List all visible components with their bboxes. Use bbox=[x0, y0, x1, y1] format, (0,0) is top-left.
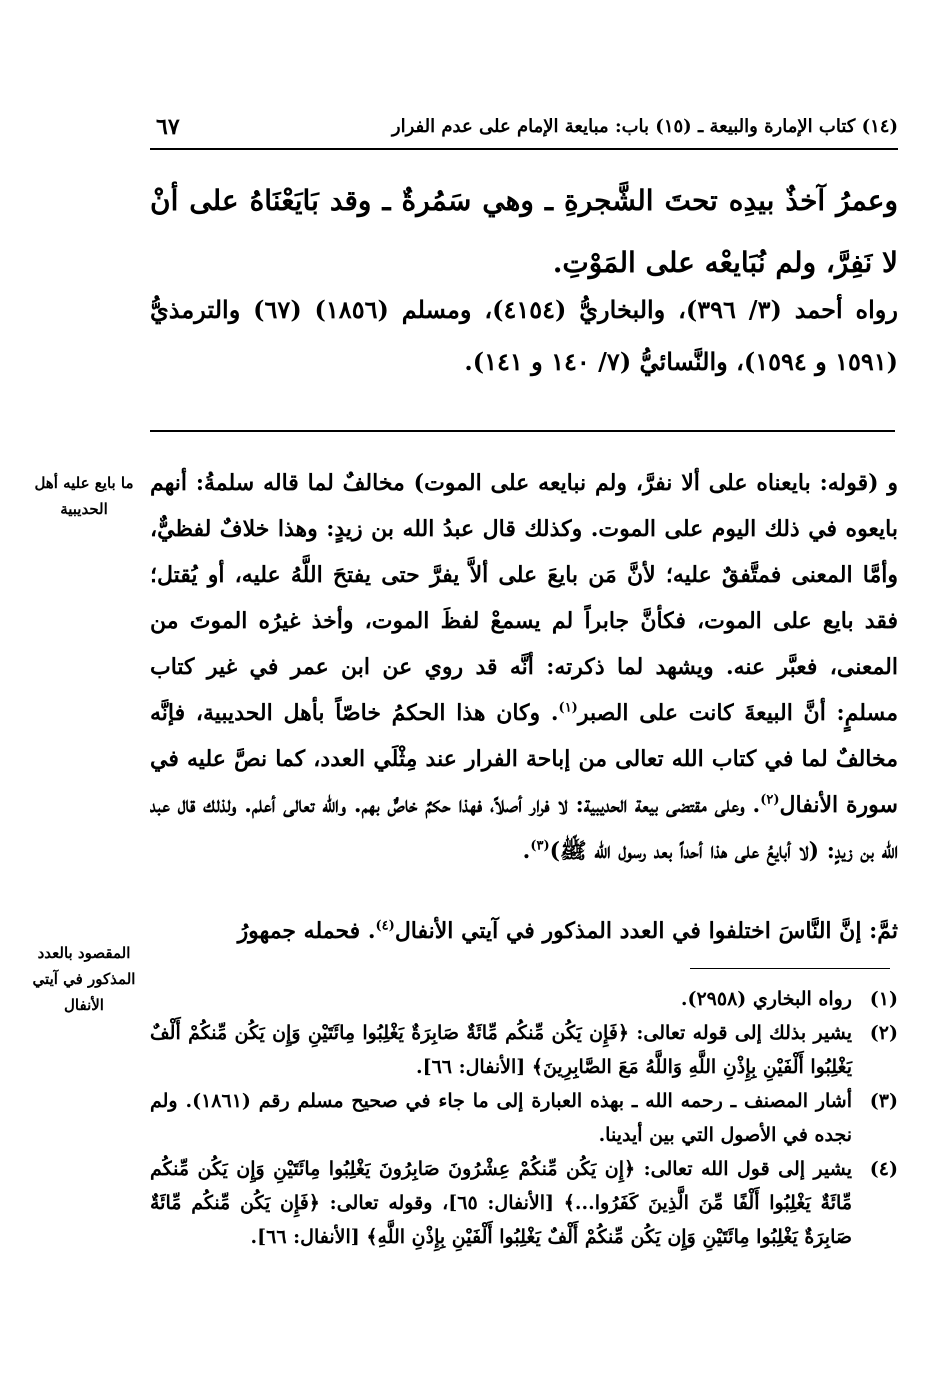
footnote-text: أشار المصنف ـ رحمه الله ـ بهذه العبارة إلى ما جاء في صحيح مسلم رقم (١٨٦١). ولم نجده في الأصول التي بين أيدينا. bbox=[150, 1090, 852, 1146]
footnote-text: يشير بذلك إلى قوله تعالى: ﴿فَإِن يَكُن مِّنكُم مِّائَةٌ صَابِرَةٌ يَغْلِبُوا مِائَتَيْنِ وَإِن يَكُن مِّنكُمْ أَلْفٌ يَغْلِبُوا أَلْفَيْنِ بِإِذْنِ اللَّهِ وَاللَّهُ مَعَ الصَّابِرِينَ﴾ [الأنفال: ٦٦]. bbox=[150, 1022, 852, 1078]
footnote bbox=[150, 1084, 898, 1152]
footnote-ref[interactable]: (١) bbox=[558, 700, 578, 716]
footnote bbox=[150, 1152, 898, 1254]
footnotes bbox=[150, 982, 898, 1254]
footnote-divider bbox=[690, 968, 890, 969]
commentary-paragraph: و (قوله: بايعناه على ألا نفرَّ، ولم نبايعه على الموت) مخالفٌ لما قاله سلمةُ: أنهم بايعوه في ذلك اليوم على الموت. وكذلك قال عبدُ الله بن زيدٍ: وهذا خلافٌ لفظيٌّ، وأمَّا المعنى فمتَّفقٌ عليه؛ لأنَّ مَن بايعَ على ألاَّ يفرَّ حتى يفتحَ اللَّهُ عليه، أو يُقتل؛ فقد بايع على الموت، فكأنَّ جابراً لم يسمعْ لفظَ الموت، وأخذ غيرُه الموتَ من المعنى، فعبَّر عنه. ويشهد لما ذكرته: أنَّه قد روي عن ابن عمر في غير كتاب مسلمٍ: أنَّ البيعةَ كانت على الصبر$^{(١)}$. وكان هذا الحكمُ خاصّاً بأهل الحديبية، فإنَّه مخالفٌ لما في كتاب الله تعالى من إباحة الفرار عند مِثْلَي العدد، كما نصَّ عليه في سورة الأنفال$^{(٢)}$. وعلى مقتضى بيعة الحديبية: لا فرار أصلاً، فهذا حكمٌ خاصٌّ بهم. والله تعالى أعلم. ولذلك قال عبد الله بن زيدٍ: (لا أبايعُ على هذا أحداً بعد رسول الله ﷺ)$^{(٣)}$. bbox=[150, 470, 898, 864]
footnote bbox=[150, 1016, 898, 1084]
hadith-text: وعمرُ آخذٌ بيدِه تحتَ الشَّجرةِ ـ وهي سَمُرةٌ ـ وقد بَايَعْنَاهُ على أنْ لا نَفِرَّ، ولم نُبَايعْه على المَوْتِ. bbox=[150, 184, 898, 279]
footnote-text: يشير إلى قول الله تعالى: ﴿إِن يَكُن مِّنكُمْ عِشْرُونَ صَابِرُونَ يَغْلِبُوا مِائَتَيْنِ وَإِن يَكُن مِّنكُم مِّائَةٌ يَغْلِبُوا أَلْفًا مِّنَ الَّذِينَ كَفَرُوا...﴾ [الأنفال: ٦٥]، وقوله تعالى: ﴿فَإِن يَكُن مِّنكُم مِّائَةٌ صَابِرَةٌ يَغْلِبُوا مِائَتَيْنِ وَإِن يَكُن مِّنكُمْ أَلْفٌ يَغْلِبُوا أَلْفَيْنِ بِإِذْنِ اللَّهِ﴾ [الأنفال: ٦٦]. bbox=[150, 1158, 852, 1248]
footnote-number: (٢) bbox=[869, 1022, 898, 1044]
footnote-number: (١) bbox=[869, 988, 898, 1010]
footnote-ref[interactable]: (٢) bbox=[760, 792, 780, 808]
hadith-source: رواه أحمد (٣/ ٣٩٦)، والبخاريُّ (٤١٥٤)، ومسلم (١٨٥٦) (٦٧) والترمذيُّ (١٥٩١ و ١٥٩٤)، والنَّسائيُّ (٧/ ١٤٠ و ١٤١). bbox=[150, 295, 898, 376]
running-header bbox=[150, 108, 898, 150]
footnote-number: (٣) bbox=[869, 1090, 898, 1112]
margin-note: المقصود بالعدد المذكور في آيتي الأنفال bbox=[32, 944, 136, 1014]
commentary bbox=[150, 460, 898, 874]
margin-note: ما بايع عليه أهل الحديبية bbox=[34, 474, 134, 518]
footnote-ref[interactable]: (٤) bbox=[375, 918, 395, 934]
section-divider bbox=[150, 430, 895, 432]
footnote-ref[interactable]: (٣) bbox=[530, 838, 550, 854]
commentary-continuation: ثمَّ: إنَّ النَّاسَ اختلفوا في العدد المذكور في آيتي الأنفال$^{(٤)}$. فحمله جمهورُ bbox=[237, 918, 898, 944]
footnote bbox=[150, 982, 898, 1016]
chapter-title: (١٤) كتاب الإمارة والبيعة ـ (١٥) باب: مبايعة الإمام على عدم الفرار bbox=[391, 116, 898, 137]
page-number: ٦٧ bbox=[156, 114, 180, 140]
footnote-number: (٤) bbox=[869, 1158, 898, 1180]
footnote-text: رواه البخاري (٢٩٥٨). bbox=[680, 988, 852, 1010]
